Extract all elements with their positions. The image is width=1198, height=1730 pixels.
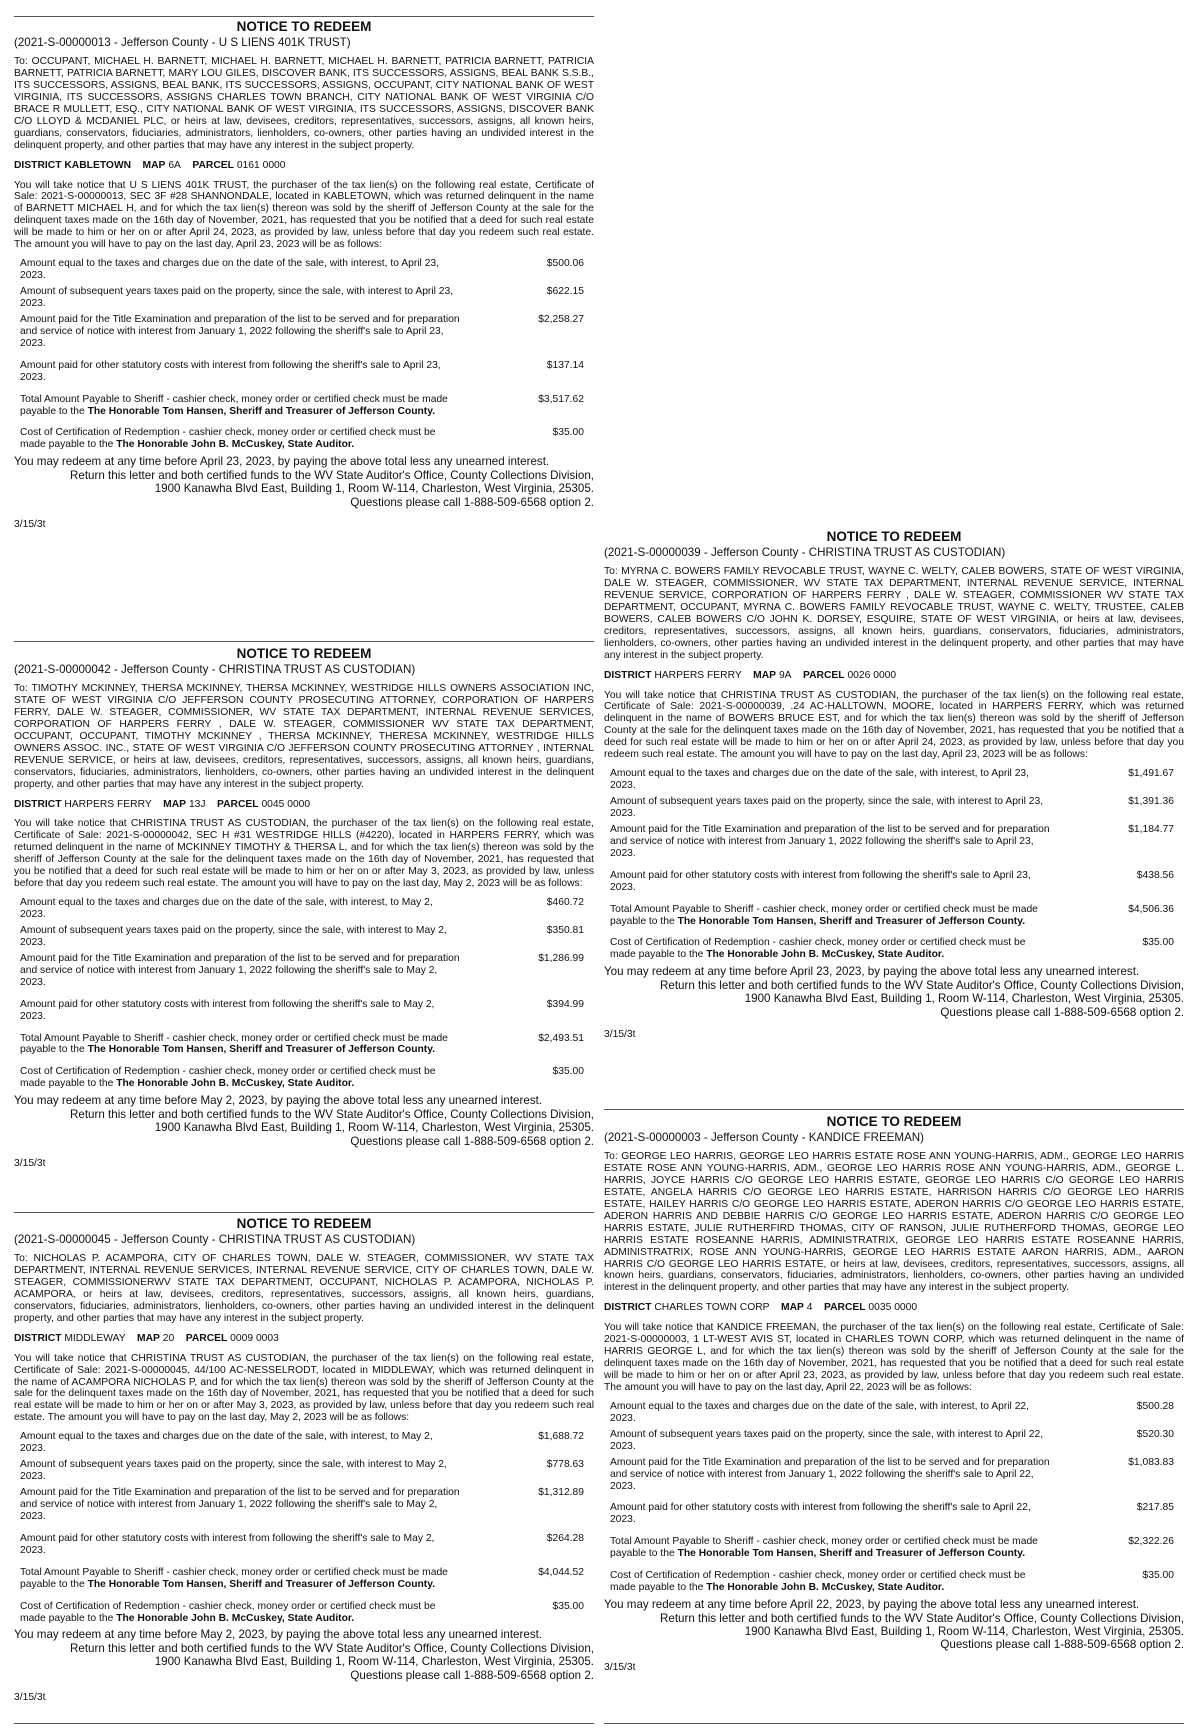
notice bbox=[14, 19, 594, 531]
charges-list bbox=[14, 897, 594, 1090]
notice-body: You will take notice that CHRISTINA TRUST AS CUSTODIAN, the purchaser of the tax lien(s) on the following real estate, Certificate of Sale: 2021-S-00000045, 44/100 AC-NESSELRODT, located in MIDDLEWAY, which was returned delinquent in the name of ACAMPORA NICHOLAS P, and for which the tax lien(s) thereon was sold by the sheriff of Jefferson County at the sale for the delinquent taxes made on the 16th day of November, 2021, has requested that you be notified that a deed for such real estate will be made to him or her on or after May 3, 2023, as provided by law, unless before that day you redeem such real estate. The amount you will have to pay on the last day, May 2, 2023 will be as follows: bbox=[14, 1352, 594, 1424]
certification-row bbox=[20, 427, 584, 451]
parcel-label: PARCEL bbox=[185, 1332, 228, 1344]
map-label: MAP bbox=[163, 798, 187, 810]
divider bbox=[14, 641, 594, 642]
charge-row bbox=[610, 768, 1174, 792]
total-amount: $2,322.26 bbox=[1128, 1536, 1174, 1548]
certification-description: Cost of Certification of Redemption - cashier check, money order or certified check must be made payable to the The Honorable John B. McCuskey, State Auditor. bbox=[20, 427, 436, 451]
notice bbox=[14, 646, 594, 1170]
total-amount: $4,044.52 bbox=[538, 1566, 584, 1578]
charge-description: Amount paid for other statutory costs with interest from following the sheriff's sale to May 2, 2023. bbox=[20, 1532, 435, 1556]
sheriff-payee: The Honorable Tom Hansen, Sheriff and Treasurer of Jefferson County. bbox=[87, 405, 436, 417]
publication-code: 3/15/3t bbox=[14, 1692, 46, 1704]
total-amount: $3,517.62 bbox=[538, 393, 584, 405]
sheriff-payee: The Honorable Tom Hansen, Sheriff and Treasurer of Jefferson County. bbox=[87, 1044, 436, 1056]
certification-amount: $35.00 bbox=[552, 1066, 584, 1078]
map-value: 9A bbox=[778, 669, 792, 681]
return-line-2: 1900 Kanawha Blvd East, Building 1, Room W-114, Charleston, West Virginia, 25305. bbox=[154, 1121, 594, 1135]
total-description: Total Amount Payable to Sheriff - cashier check, money order or certified check must be made payable to the The Honorable Tom Hansen, Sheriff and Treasurer of Jefferson County. bbox=[20, 1032, 448, 1056]
district-label: DISTRICT bbox=[604, 669, 652, 681]
charge-amount: $500.28 bbox=[1136, 1400, 1174, 1412]
parcel-value: 0035 0000 bbox=[868, 1302, 918, 1314]
case-number: (2021-S-00000013 - Jefferson County - U S LIENS 401K TRUST) bbox=[14, 35, 351, 49]
notice bbox=[14, 1216, 594, 1704]
charge-description: Amount paid for other statutory costs with interest from following the sheriff's sale to April 23, 2023. bbox=[20, 359, 441, 383]
charge-amount: $438.56 bbox=[1136, 869, 1174, 881]
charge-amount: $2,258.27 bbox=[538, 313, 584, 325]
map-label: MAP bbox=[137, 1332, 160, 1344]
map-label: MAP bbox=[142, 159, 166, 171]
charge-description: Amount paid for the Title Examination and preparation of the list to be served and for preparation and service of notice with interest from January 1, 2022 following the sheriff's sale to May 2, 2023. bbox=[20, 1487, 460, 1522]
certification-amount: $35.00 bbox=[552, 427, 584, 439]
publication-code: 3/15/3t bbox=[14, 1158, 46, 1170]
certification-description: Cost of Certification of Redemption - cashier check, money order or certified check must be made payable to the The Honorable John B. McCuskey, State Auditor. bbox=[610, 1570, 1026, 1594]
publication-code: 3/15/3t bbox=[14, 519, 46, 531]
sheriff-payee: The Honorable Tom Hansen, Sheriff and Treasurer of Jefferson County. bbox=[677, 915, 1026, 927]
charge-row bbox=[20, 1487, 584, 1523]
return-line-3: Questions please call 1-888-509-6568 option 2. bbox=[350, 1668, 594, 1682]
parcel-value: 0161 0000 bbox=[236, 159, 286, 171]
redeem-text: You may redeem at any time before May 2, 2023, by paying the above total less any unearned interest. bbox=[14, 1628, 543, 1642]
district-line bbox=[604, 1302, 1184, 1314]
recipients: To: NICHOLAS P. ACAMPORA, CITY OF CHARLES TOWN, DALE W. STEAGER, COMMISSIONER, WV STATE TAX DEPARTMENT, INTERNAL REVENUE SERVICES, INTERNAL REVENUE SERVICE, CITY OF CHARLES TOWN, DALE W. STEAGER, COMMISSIONERWV STATE TAX DEPARTMENT, OCCUPANT, NICHOLAS P. ACAMPORA, NICHOLAS P. ACAMPORA, or heirs at law, devisees, creditors, representatives, successors, assigns, all known heirs, guardians, conservators, fiduciaries, administrators, lienholders, co-owners, other parties having an undivided interest in the delinquent property, and other parties that may have any interest in the subject property. bbox=[14, 1253, 594, 1324]
parcel-label: PARCEL bbox=[217, 798, 259, 810]
publication-code: 3/15/3t bbox=[604, 1661, 636, 1673]
redeem-text: You may redeem at any time before May 2, 2023, by paying the above total less any unearned interest. bbox=[14, 1094, 543, 1108]
charge-description: Amount paid for the Title Examination and preparation of the list to be served and for preparation and service of notice with interest from January 1, 2022 following the sheriff's sale to April 23, 2023. bbox=[20, 313, 460, 349]
parcel-label: PARCEL bbox=[192, 159, 234, 171]
total-row bbox=[610, 1536, 1174, 1560]
notice-body: You will take notice that KANDICE FREEMAN, the purchaser of the tax lien(s) on the following real estate, Certificate of Sale: 2021-S-00000003, 1 LT-WEST AVIS ST, located in CHARLES TOWN CORP, which was returned delinquent in the name of HARRIS GEORGE L, and for which the tax lien(s) thereon was sold by the sheriff of Jefferson County at the sale for the delinquent taxes made on the 16th day of November, 2021, has requested that you be notified that a deed for such real estate will be made to him or her on or after April 23, 2023, as provided by law, unless before that day you redeem such real estate. The amount you will have to pay on the last day, April 22, 2023 will be as follows: bbox=[604, 1322, 1184, 1393]
return-line-1: Return this letter and both certified funds to the WV State Auditor's Office, County Collections Division, bbox=[70, 1107, 594, 1121]
case-number: (2021-S-00000042 - Jefferson County - CHRISTINA TRUST AS CUSTODIAN) bbox=[14, 662, 416, 676]
charge-row bbox=[20, 999, 584, 1023]
map-value: 13J bbox=[188, 798, 206, 810]
total-row bbox=[20, 394, 584, 418]
charge-row bbox=[610, 870, 1174, 894]
charge-amount: $394.99 bbox=[546, 998, 584, 1010]
notice-title: NOTICE TO REDEEM bbox=[236, 19, 372, 34]
recipients: To: MYRNA C. BOWERS FAMILY REVOCABLE TRUST, WAYNE C. WELTY, CALEB BOWERS, STATE OF WEST VIRGINIA, DALE W. STEAGER, COMMISSIONER, WV STATE TAX DEPARTMENT, INTERNAL REVENUE SERVICE, INTERNAL REVENUE SERVICE, CORPORATION OF HARPERS FERRY , DALE W. STEAGER, COMMISSIONER WV STATE TAX DEPARTMENT, OCCUPANT, MYRNA C. BOWERS FAMILY REVOCABLE TRUST, WAYNE C. WELTY, TRUSTEE, CALEB BOWERS, CALEB BOWERS C/O JOHN K. DORSEY, ESQUIRE, STATE OF WEST VIRGINIA, or heirs at law, devisees, creditors, representatives, successors, assigns, all known heirs, guardians, conservators, fiduciaries, administrators, lienholders, co-owners, other parties having an undivided interest in the delinquent property, and other parties that may have any interest in the subject property. bbox=[604, 566, 1184, 661]
return-line-3: Questions please call 1-888-509-6568 option 2. bbox=[350, 1134, 594, 1148]
charge-description: Amount equal to the taxes and charges due on the date of the sale, with interest, to April 23, 2023. bbox=[20, 258, 440, 282]
charge-amount: $622.15 bbox=[546, 286, 584, 298]
charge-row bbox=[20, 1459, 584, 1483]
divider bbox=[14, 1212, 594, 1213]
return-line-2: 1900 Kanawha Blvd East, Building 1, Room W-114, Charleston, West Virginia, 25305. bbox=[154, 1655, 594, 1669]
map-label: MAP bbox=[753, 669, 777, 681]
district-line bbox=[14, 160, 594, 172]
district-value: MIDDLEWAY bbox=[64, 1332, 126, 1344]
charge-amount: $137.14 bbox=[546, 359, 584, 371]
sheriff-payee: The Honorable Tom Hansen, Sheriff and Treasurer of Jefferson County. bbox=[87, 1578, 436, 1590]
charge-row bbox=[20, 897, 584, 921]
parcel-value: 0026 0000 bbox=[847, 669, 897, 681]
total-row bbox=[610, 904, 1174, 928]
certification-amount: $35.00 bbox=[1142, 1570, 1174, 1582]
charges-list bbox=[604, 1401, 1184, 1594]
return-line-3: Questions please call 1-888-509-6568 option 2. bbox=[350, 495, 594, 509]
return-line-2: 1900 Kanawha Blvd East, Building 1, Room W-114, Charleston, West Virginia, 25305. bbox=[744, 1624, 1184, 1638]
recipients: To: TIMOTHY MCKINNEY, THERSA MCKINNEY, THERSA MCKINNEY, WESTRIDGE HILLS OWNERS ASSOCIATION INC, STATE OF WEST VIRGINIA C/O JEFFERSON COUNTY PROSECUTING ATTORNEY, CORPORATION OF HARPERS FERRY, DALE W. STEAGER, COMMISSIONER, WV STATE TAX DEPARTMENT, INTERNAL REVENUE SERVICES, CORPORATION OF HARPERS FERRY , DALE W. STEAGER, COMMISSIONER WV STATE TAX DEPARTMENT, OCCUPANT, OCCUPANT, TIMOTHY MCKINNEY , THERSA MCKINNEY, THERESA MCKINNEY, WESTRIDGE HILLS OWNERS ASSOC. INC., STATE OF WEST VIRGINIA C/O JEFFERSON COUNTY PROSECUTING ATTORNEY , INTERNAL REVENUE SERVICE, or heirs at law, devisees, creditors, representatives, successors, assigns, all known heirs, guardians, conservators, fiduciaries, administrators, lienholders, co-owners, other parties having an undivided interest in the delinquent property, and other parties that may have any interest in the subject property. bbox=[14, 683, 594, 790]
charge-row bbox=[20, 1431, 584, 1455]
parcel-label: PARCEL bbox=[823, 1302, 866, 1314]
charge-description: Amount paid for the Title Examination and preparation of the list to be served and for preparation and service of notice with interest from January 1, 2022 following the sheriff's sale to May 2, 2023. bbox=[20, 952, 460, 988]
return-line-1: Return this letter and both certified funds to the WV State Auditor's Office, County Collections Division, bbox=[70, 468, 594, 482]
total-description: Total Amount Payable to Sheriff - cashier check, money order or certified check must be made payable to the The Honorable Tom Hansen, Sheriff and Treasurer of Jefferson County. bbox=[610, 903, 1038, 927]
charge-description: Amount of subsequent years taxes paid on the property, since the sale, with interest to May 2, 2023. bbox=[20, 1459, 447, 1483]
notice bbox=[604, 1114, 1184, 1674]
certification-description: Cost of Certification of Redemption - cashier check, money order or certified check must be made payable to the The Honorable John B. McCuskey, State Auditor. bbox=[20, 1600, 436, 1624]
district-label: DISTRICT bbox=[14, 798, 62, 810]
recipients: To: OCCUPANT, MICHAEL H. BARNETT, MICHAEL H. BARNETT, MICHAEL H. BARNETT, PATRICIA BARNETT, PATRICIA BARNETT, PATRICIA BARNETT, MARY LOU GILES, DISCOVER BANK, ITS SUCCESSORS, ASSIGNS, BEAL BANK S.S.B., ITS SUCCESSORS, ASSIGNS, BEAL BANK, ITS SUCCESSORS, ASSIGNS, OCCUPANT, CITY NATIONAL BANK OF WEST VIRGINIA, ITS SUCCESSORS, ASSIGNS CHARLES TOWN BRANCH, CITY NATIONAL BANK OF WEST VIRGINIA C/O BRACE R MULLETT, ESQ., CITY NATIONAL BANK OF WEST VIRGINIA, ITS SUCCESSORS, ASSIGNS, DISCOVER BANK C/O LLOYD & MCDANIEL PLC, or heirs at law, devisees, creditors, representatives, successors, assigns, all known heirs, guardians, conservators, fiduciaries, administrators, lienholders, co-owners, other parties having an undivided interest in the delinquent property, and other parties that may have any interest in the subject property. bbox=[14, 56, 594, 151]
certification-row bbox=[20, 1601, 584, 1625]
charge-row bbox=[20, 925, 584, 949]
charge-description: Amount equal to the taxes and charges due on the date of the sale, with interest, to April 23, 2023. bbox=[610, 768, 1030, 792]
return-line-3: Questions please call 1-888-509-6568 option 2. bbox=[940, 1638, 1184, 1652]
auditor-payee: The Honorable John B. McCuskey, State Auditor. bbox=[116, 1612, 355, 1624]
map-value: 6A bbox=[168, 159, 181, 171]
charge-amount: $1,391.36 bbox=[1128, 796, 1174, 808]
charge-description: Amount paid for the Title Examination and preparation of the list to be served and for preparation and service of notice with interest from January 1, 2022 following the sheriff's sale to April 22, 2023. bbox=[610, 1456, 1050, 1492]
charges-list bbox=[14, 1431, 594, 1624]
total-description: Total Amount Payable to Sheriff - cashier check, money order or certified check must be made payable to the The Honorable Tom Hansen, Sheriff and Treasurer of Jefferson County. bbox=[20, 393, 448, 417]
charge-amount: $1,083.83 bbox=[1128, 1456, 1174, 1468]
district-label: DISTRICT bbox=[14, 1332, 62, 1344]
parcel-label: PARCEL bbox=[803, 669, 845, 681]
charge-description: Amount equal to the taxes and charges due on the date of the sale, with interest, to May 2, 2023. bbox=[20, 897, 433, 921]
district-value: HARPERS FERRY bbox=[654, 669, 742, 681]
charge-row bbox=[610, 824, 1174, 860]
charge-amount: $264.28 bbox=[546, 1532, 584, 1544]
total-description: Total Amount Payable to Sheriff - cashier check, money order or certified check must be made payable to the The Honorable Tom Hansen, Sheriff and Treasurer of Jefferson County. bbox=[610, 1536, 1038, 1560]
district-label: DISTRICT bbox=[604, 1302, 652, 1314]
charge-description: Amount of subsequent years taxes paid on the property, since the sale, with interest to April 22, 2023. bbox=[610, 1428, 1044, 1452]
charge-row bbox=[20, 258, 584, 282]
charge-amount: $500.06 bbox=[546, 258, 584, 270]
return-line-2: 1900 Kanawha Blvd East, Building 1, Room W-114, Charleston, West Virginia, 25305. bbox=[154, 482, 594, 496]
district-value: KABLETOWN bbox=[64, 159, 132, 171]
charge-amount: $1,286.99 bbox=[538, 952, 584, 964]
notice-body: You will take notice that CHRISTINA TRUST AS CUSTODIAN, the purchaser of the tax lien(s) on the following real estate, Certificate of Sale: 2021-S-00000039, .24 AC-HALLTOWN, MOORE, located in HARPERS FERRY, which was returned delinquent in the name of BOWERS BRUCE EST, and for which the tax lien(s) thereon was sold by the sheriff of Jefferson County at the sale for the delinquent taxes made on the 16th day of November, 2021, has requested that you be notified that a deed for such real estate will be made to him or her on or after April 24, 2023, as provided by law, unless before that day you redeem such real estate. The amount you will have to pay on the last day, April 23, 2023 will be as follows: bbox=[604, 689, 1184, 761]
district-line bbox=[14, 1333, 594, 1345]
charge-row bbox=[20, 1533, 584, 1557]
total-row bbox=[20, 1033, 584, 1057]
charge-row bbox=[610, 1457, 1174, 1493]
divider bbox=[14, 1723, 594, 1724]
charge-description: Amount paid for other statutory costs with interest from following the sheriff's sale to April 22, 2023. bbox=[610, 1502, 1031, 1526]
return-line-1: Return this letter and both certified funds to the WV State Auditor's Office, County Collections Division, bbox=[660, 1611, 1184, 1625]
return-line-3: Questions please call 1-888-509-6568 option 2. bbox=[940, 1005, 1184, 1019]
charge-description: Amount paid for the Title Examination and preparation of the list to be served and for preparation and service of notice with interest from January 1, 2022 following the sheriff's sale to April 23, 2023. bbox=[610, 823, 1050, 859]
certification-amount: $35.00 bbox=[552, 1600, 584, 1612]
case-number: (2021-S-00000039 - Jefferson County - CHRISTINA TRUST AS CUSTODIAN) bbox=[604, 545, 1006, 559]
redeem-text: You may redeem at any time before April 22, 2023, by paying the above total less any unearned interest. bbox=[604, 1598, 1140, 1612]
charge-amount: $217.85 bbox=[1136, 1502, 1174, 1514]
certification-row bbox=[610, 937, 1174, 961]
notice-title: NOTICE TO REDEEM bbox=[236, 646, 372, 661]
case-number: (2021-S-00000003 - Jefferson County - KANDICE FREEMAN) bbox=[604, 1130, 925, 1144]
publication-code: 3/15/3t bbox=[604, 1029, 636, 1041]
charges-list bbox=[604, 768, 1184, 961]
charge-description: Amount equal to the taxes and charges due on the date of the sale, with interest, to April 22, 2023. bbox=[610, 1400, 1030, 1424]
district-line bbox=[14, 799, 594, 811]
charge-amount: $350.81 bbox=[546, 924, 584, 936]
district-value: HARPERS FERRY bbox=[64, 798, 152, 810]
certification-description: Cost of Certification of Redemption - cashier check, money order or certified check must be made payable to the The Honorable John B. McCuskey, State Auditor. bbox=[610, 937, 1026, 961]
district-label: DISTRICT bbox=[14, 159, 62, 171]
charge-row bbox=[20, 286, 584, 310]
total-row bbox=[20, 1567, 584, 1591]
map-label: MAP bbox=[781, 1302, 804, 1314]
parcel-value: 0009 0003 bbox=[230, 1332, 279, 1344]
notice-title: NOTICE TO REDEEM bbox=[236, 1216, 372, 1231]
district-value: CHARLES TOWN CORP bbox=[654, 1302, 770, 1314]
redeem-text: You may redeem at any time before April 23, 2023, by paying the above total less any unearned interest. bbox=[14, 455, 550, 469]
charge-row bbox=[610, 1502, 1174, 1526]
notice-body: You will take notice that U S LIENS 401K TRUST, the purchaser of the tax lien(s) on the following real estate, Certificate of Sale: 2021-S-00000013, SEC 3F #28 SHANNONDALE, located in KABLETOWN, which was returned delinquent in the name of BARNETT MICHAEL H, and for which the tax lien(s) thereon was sold by the sheriff of Jefferson County at the sale for the delinquent taxes made on the 16th day of November, 2021, has requested that you be notified that a deed for such real estate will be made to him or her on or after April 24, 2023, as provided by law, unless before that day you redeem such real estate. The amount you will have to pay on the last day, April 23, 2023 will be as follows: bbox=[14, 179, 594, 251]
auditor-payee: The Honorable John B. McCuskey, State Auditor. bbox=[706, 1582, 945, 1594]
notice bbox=[604, 529, 1184, 1041]
return-line-1: Return this letter and both certified funds to the WV State Auditor's Office, County Collections Division, bbox=[660, 978, 1184, 992]
district-line bbox=[604, 670, 1184, 682]
charge-amount: $1,184.77 bbox=[1128, 823, 1174, 835]
charge-description: Amount paid for other statutory costs with interest from following the sheriff's sale to April 23, 2023. bbox=[610, 869, 1031, 893]
parcel-value: 0045 0000 bbox=[261, 798, 311, 810]
divider bbox=[604, 1723, 1184, 1724]
total-amount: $4,506.36 bbox=[1128, 903, 1174, 915]
divider bbox=[604, 1109, 1184, 1110]
notice-title: NOTICE TO REDEEM bbox=[826, 1114, 962, 1129]
certification-row bbox=[610, 1570, 1174, 1594]
charge-amount: $778.63 bbox=[546, 1459, 584, 1471]
map-value: 4 bbox=[806, 1302, 813, 1314]
charge-description: Amount of subsequent years taxes paid on the property, since the sale, with interest to April 23, 2023. bbox=[610, 796, 1044, 819]
map-value: 20 bbox=[162, 1332, 175, 1344]
total-description: Total Amount Payable to Sheriff - cashier check, money order or certified check must be made payable to the The Honorable Tom Hansen, Sheriff and Treasurer of Jefferson County. bbox=[20, 1566, 448, 1590]
certification-description: Cost of Certification of Redemption - cashier check, money order or certified check must be made payable to the The Honorable John B. McCuskey, State Auditor. bbox=[20, 1066, 436, 1090]
charge-row bbox=[20, 953, 584, 989]
certification-amount: $35.00 bbox=[1142, 937, 1174, 949]
return-line-2: 1900 Kanawha Blvd East, Building 1, Room W-114, Charleston, West Virginia, 25305. bbox=[744, 992, 1184, 1006]
charge-row bbox=[20, 314, 584, 350]
charge-amount: $1,688.72 bbox=[538, 1431, 584, 1443]
charge-row bbox=[20, 360, 584, 384]
charges-list bbox=[14, 258, 594, 451]
notice-title: NOTICE TO REDEEM bbox=[826, 529, 962, 544]
auditor-payee: The Honorable John B. McCuskey, State Auditor. bbox=[116, 1078, 355, 1090]
charge-amount: $1,491.67 bbox=[1128, 768, 1174, 780]
charge-row bbox=[610, 1429, 1174, 1453]
case-number: (2021-S-00000045 - Jefferson County - CHRISTINA TRUST AS CUSTODIAN) bbox=[14, 1232, 416, 1246]
return-line-1: Return this letter and both certified funds to the WV State Auditor's Office, County Collections Division, bbox=[70, 1641, 594, 1655]
recipients: To: GEORGE LEO HARRIS, GEORGE LEO HARRIS ESTATE ROSE ANN YOUNG-HARRIS, ADM., GEORGE LEO HARRIS ESTATE ROSE ANN YOUNG-HARRIS, ADM., GEORGE LEO HARRIS ROSE ANN YOUNG-HARRIS, ADM., GEORGE L. HARRIS, JOYCE HARRIS C/O GEORGE LEO HARRIS ESTATE, GEORGE LEO HARRIS C/O GEORGE LEO HARRIS ESTATE, ANGELA HARRIS C/O GEORGE LEO HARRIS ESTATE, HARRISON HARRIS C/O GEORGE LEO HARRIS ESTATE, HAILEY HARRIS C/O GEORGE LEO HARRIS ESTATE, ADERON HARRIS C/O GEORGE LEO HARRIS ESTATE, ADERON HARRIS AND DEBBIE HARRIS C/O GEORGE LEO HARRIS ESTATE, ADERON HARRIS C/O GEORGE LEO HARRIS ESTATE, JULIE RUTHERFIRD THOMAS, CITY OF RANSON, JULIE RUTHERFORD THOMAS, GEORGE LEO HARRIS ESTATE ROSEANNE HARRIS, ADMINISTRATRIX, GEORGE LEO HARRIS ESTATE ROSEANNE HARRIS, ADMINISTRATRIX, ROSE ANN YOUNG-HARRIS, GEORGE LEO HARRIS ESTATE AARON HARRIS, ADM., AARON HARRIS C/O GEORGE LEO HARRIS ESTATE, or heirs at law, devisees, creditors, representatives, successors, assigns, all known heirs, guardians, conservators, fiduciaries, administrators, lienholders, co-owners, other parties having an undivided interest in the delinquent property, and other parties that may have any interest in the subject property. bbox=[604, 1151, 1184, 1294]
auditor-payee: The Honorable John B. McCuskey, State Auditor. bbox=[706, 949, 945, 961]
charge-description: Amount equal to the taxes and charges due on the date of the sale, with interest, to May 2, 2023. bbox=[20, 1431, 433, 1455]
charge-row bbox=[610, 1401, 1174, 1425]
charge-description: Amount of subsequent years taxes paid on the property, since the sale, with interest to April 23, 2023. bbox=[20, 286, 454, 309]
redeem-text: You may redeem at any time before April 23, 2023, by paying the above total less any unearned interest. bbox=[604, 965, 1140, 979]
charge-amount: $520.30 bbox=[1136, 1428, 1174, 1440]
sheriff-payee: The Honorable Tom Hansen, Sheriff and Treasurer of Jefferson County. bbox=[677, 1548, 1026, 1560]
auditor-payee: The Honorable John B. McCuskey, State Auditor. bbox=[116, 439, 355, 451]
certification-row bbox=[20, 1066, 584, 1090]
charge-description: Amount of subsequent years taxes paid on the property, since the sale, with interest to May 2, 2023. bbox=[20, 924, 447, 948]
notice-body: You will take notice that CHRISTINA TRUST AS CUSTODIAN, the purchaser of the tax lien(s) on the following real estate, Certificate of Sale: 2021-S-00000042, SEC H #31 WESTRIDGE HILLS (#4220), located in HARPERS FERRY, which was returned delinquent in the name of MCKINNEY TIMOTHY & THERSA L, and for which the tax lien(s) thereon was sold by the sheriff of Jefferson County at the sale for the delinquent taxes made on the 16th day of November, 2021, has requested that you be notified that a deed for such real estate will be made to him or her on or after May 3, 2023, as provided by law, unless before that day you redeem such real estate. The amount you will have to pay on the last day, May 2, 2023 will be as follows: bbox=[14, 818, 594, 890]
charge-amount: $1,312.89 bbox=[538, 1487, 584, 1499]
total-amount: $2,493.51 bbox=[538, 1032, 584, 1044]
divider bbox=[14, 16, 594, 17]
charge-row bbox=[610, 796, 1174, 820]
charge-amount: $460.72 bbox=[546, 897, 584, 909]
charge-description: Amount paid for other statutory costs with interest from following the sheriff's sale to May 2, 2023. bbox=[20, 998, 435, 1022]
